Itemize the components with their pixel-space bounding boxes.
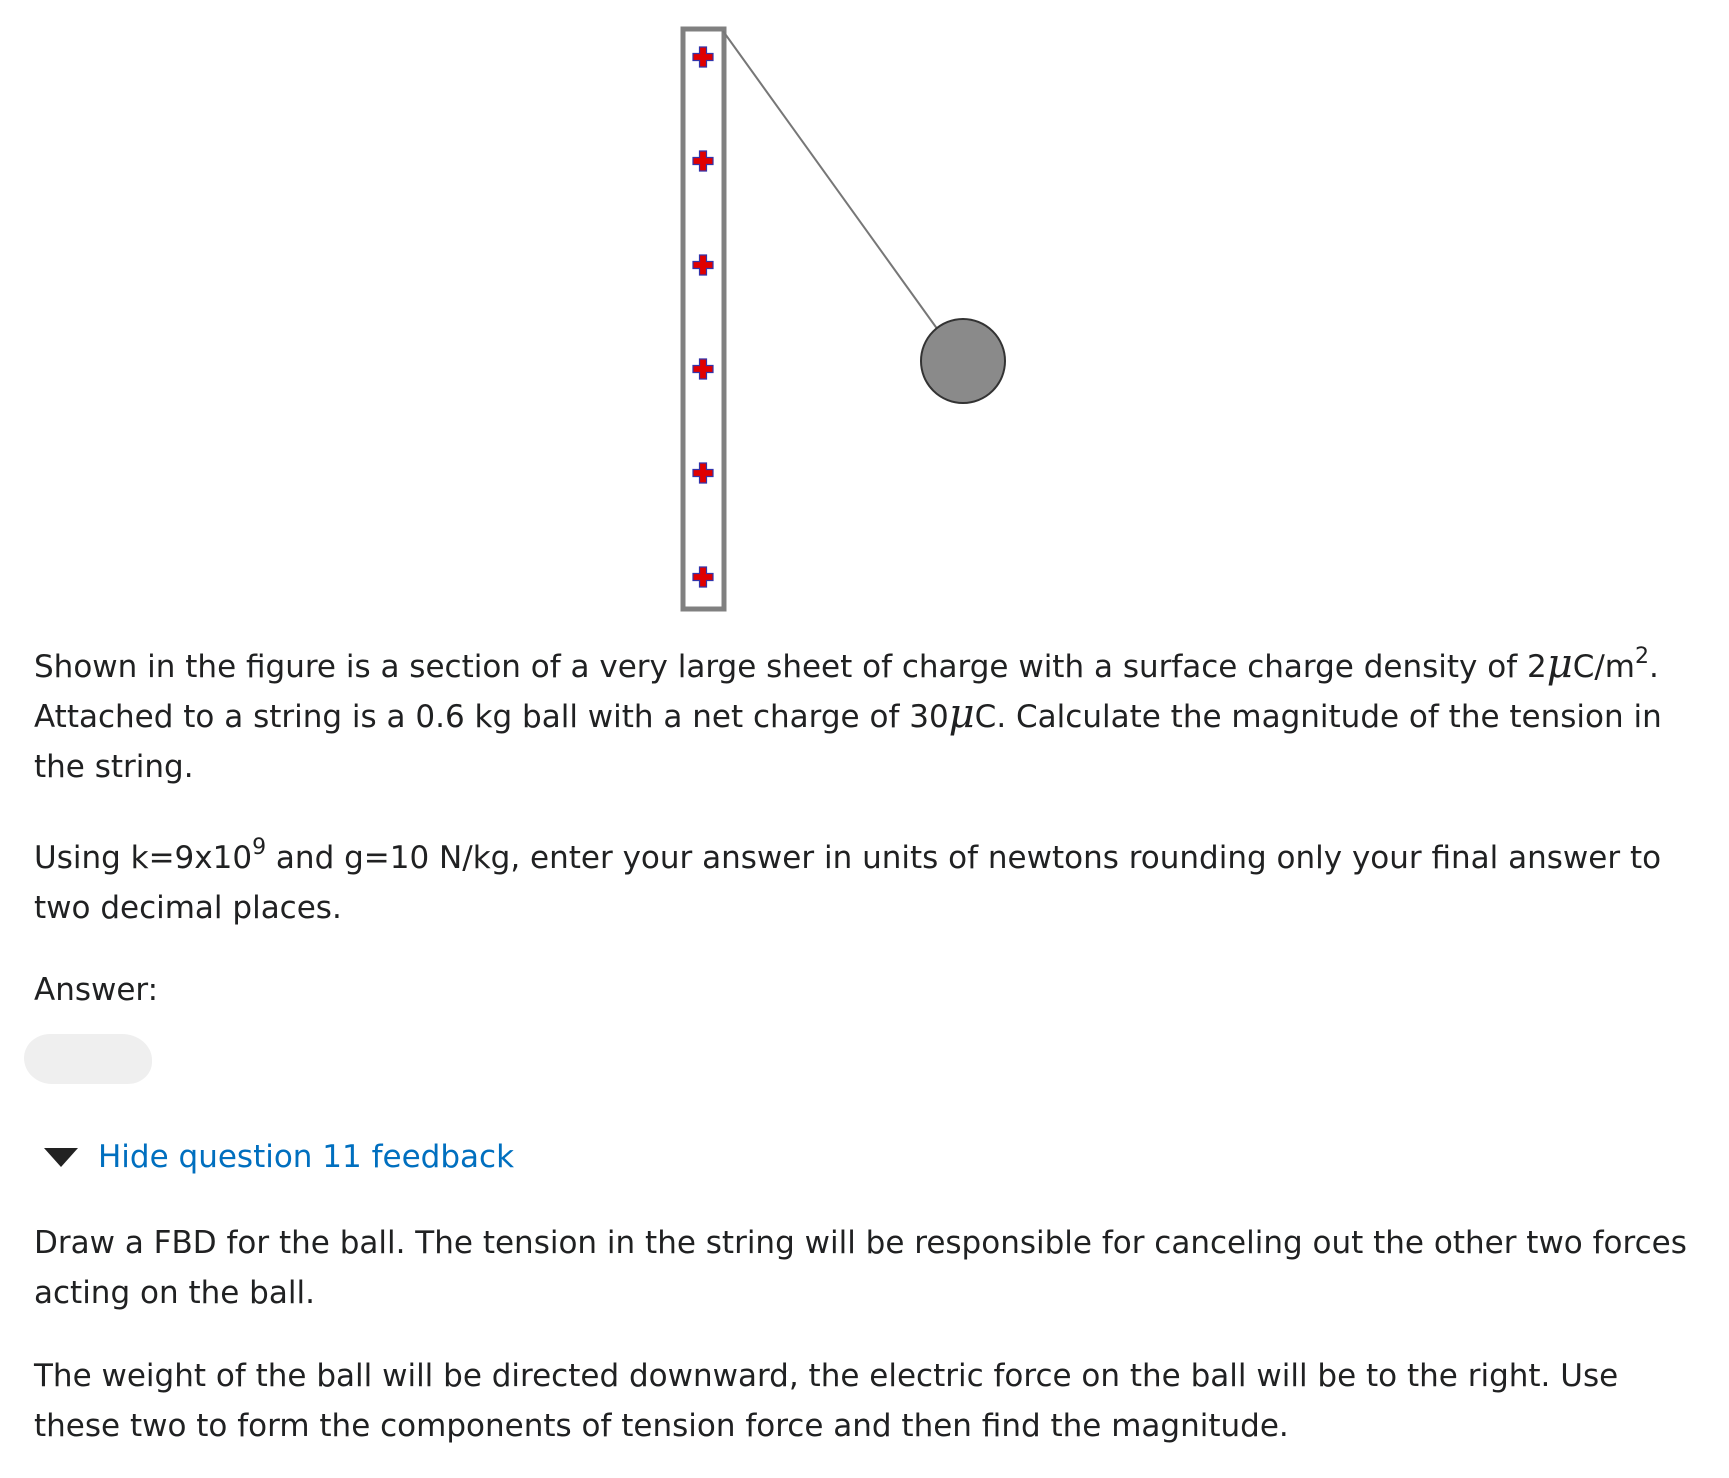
question-figure [0, 0, 1729, 620]
question-text [34, 642, 1694, 792]
mu-symbol: μ [1546, 641, 1573, 687]
unit-exponent: 2 [1635, 644, 1649, 669]
feedback-text-2: The weight of the ball will be directed downward, the electric force on the ball will be to the right. Use these two to form the components of tension force and then find the magnitude. [34, 1358, 1619, 1444]
question-text-part2: . Attached to a string is a 0.6 kg ball with a net charge of 30 [34, 649, 1659, 735]
charged-sheet [683, 29, 724, 609]
feedback-text-1: Draw a FBD for the ball. The tension in the string will be responsible for canceling out the other two forces acting on the ball. [34, 1225, 1687, 1311]
question-text-part1: Shown in the figure is a section of a very large sheet of charge with a surface charge density of 2 [34, 649, 1547, 685]
constants-part2: and g=10 N/kg, enter your answer in units of newtons rounding only your final answer to two decimal places. [34, 840, 1662, 926]
constants-instruction [34, 833, 1694, 933]
answer-label: Answer: [34, 972, 159, 1008]
question-unit-1: C/m [1572, 649, 1635, 685]
triangle-down-icon [44, 1148, 78, 1167]
mu-symbol: μ [948, 691, 975, 737]
question-unit-2: C. Calculate the magnitude of the tension in the string. [34, 699, 1662, 785]
answer-field[interactable] [24, 1034, 152, 1084]
constants-part1: Using k=9x10 [34, 840, 253, 876]
string-line [723, 31, 938, 330]
hide-feedback-link[interactable]: Hide question 11 feedback [98, 1139, 515, 1175]
hide-feedback-toggle[interactable] [44, 1132, 514, 1182]
charged-ball [921, 319, 1005, 403]
k-exponent: 9 [252, 835, 267, 860]
